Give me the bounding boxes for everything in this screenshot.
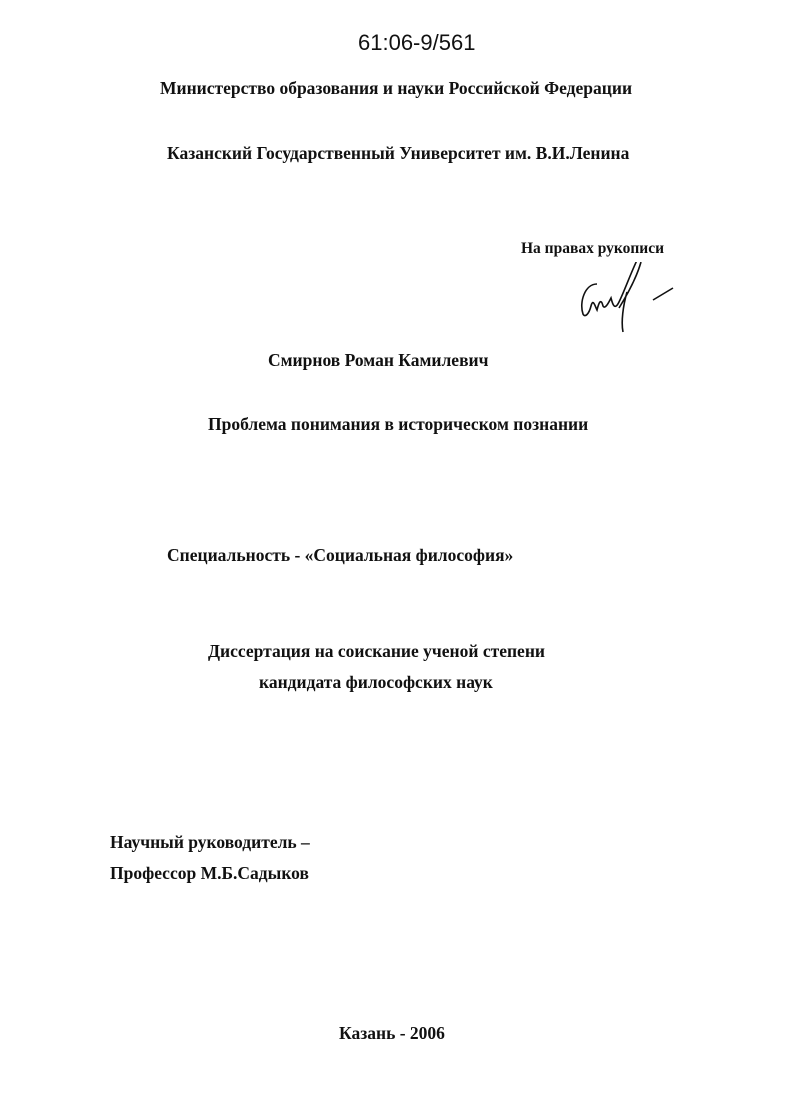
supervisor-label: Научный руководитель – bbox=[110, 832, 310, 852]
archive-code: 61:06-9/561 bbox=[358, 30, 476, 55]
ministry-heading: Министерство образования и науки Российской Федерации bbox=[160, 78, 633, 98]
specialty: Специальность - «Социальная философия» bbox=[167, 545, 514, 565]
author-name: Смирнов Роман Камилевич bbox=[268, 350, 489, 370]
supervisor-name: Профессор М.Б.Садыков bbox=[110, 863, 309, 883]
city-year: Казань - 2006 bbox=[339, 1023, 445, 1043]
dissertation-degree-line2: кандидата философских наук bbox=[259, 672, 493, 692]
university-heading: Казанский Государственный Университет им. В.И.Ленина bbox=[167, 143, 630, 163]
signature bbox=[575, 262, 695, 337]
dissertation-title: Проблема понимания в историческом познании bbox=[208, 414, 589, 434]
manuscript-rights-note: На правах рукописи bbox=[521, 240, 665, 257]
dissertation-degree-line1: Диссертация на соискание ученой степени bbox=[208, 641, 545, 661]
